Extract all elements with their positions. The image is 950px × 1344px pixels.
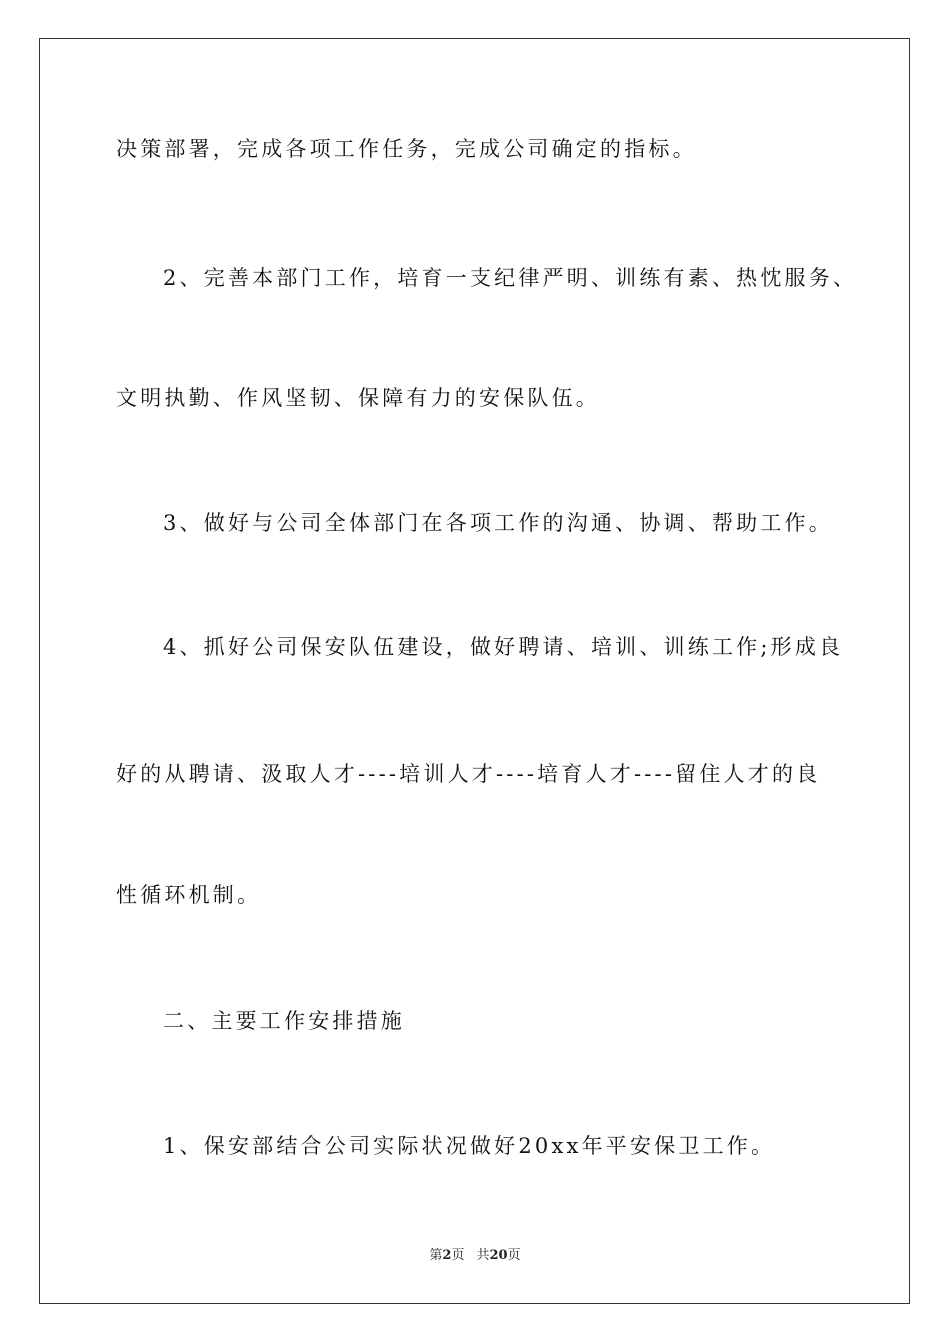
body-line-1: 决策部署，完成各项工作任务，完成公司确定的指标。: [116, 137, 697, 161]
footer-page-total: 20: [489, 1248, 508, 1263]
page-footer: [0, 1247, 950, 1265]
body-line-5: 4、抓好公司保安队伍建设，做好聘请、培训、训练工作;形成良: [163, 635, 844, 659]
footer-page-current: 2: [442, 1248, 452, 1263]
body-line-4: 3、做好与公司全体部门在各项工作的沟通、协调、帮助工作。: [163, 511, 833, 535]
page-border: [39, 38, 910, 1304]
section-heading: 二、主要工作安排措施: [163, 1009, 405, 1033]
footer-total-prefix: 共: [476, 1248, 490, 1263]
footer-page-suffix: 页: [451, 1248, 465, 1263]
body-line-9: 1、保安部结合公司实际状况做好20xx年平安保卫工作。: [163, 1134, 776, 1158]
body-line-3: 文明执勤、作风坚韧、保障有力的安保队伍。: [116, 386, 600, 410]
footer-page-prefix: 第: [429, 1248, 443, 1263]
body-line-2: 2、完善本部门工作，培育一支纪律严明、训练有素、热忱服务、: [163, 266, 858, 290]
body-line-7: 性循环机制。: [116, 883, 262, 907]
body-line-6: 好的从聘请、汲取人才----培训人才----培育人才----留住人才的良: [116, 762, 821, 786]
footer-total-suffix: 页: [507, 1248, 521, 1263]
